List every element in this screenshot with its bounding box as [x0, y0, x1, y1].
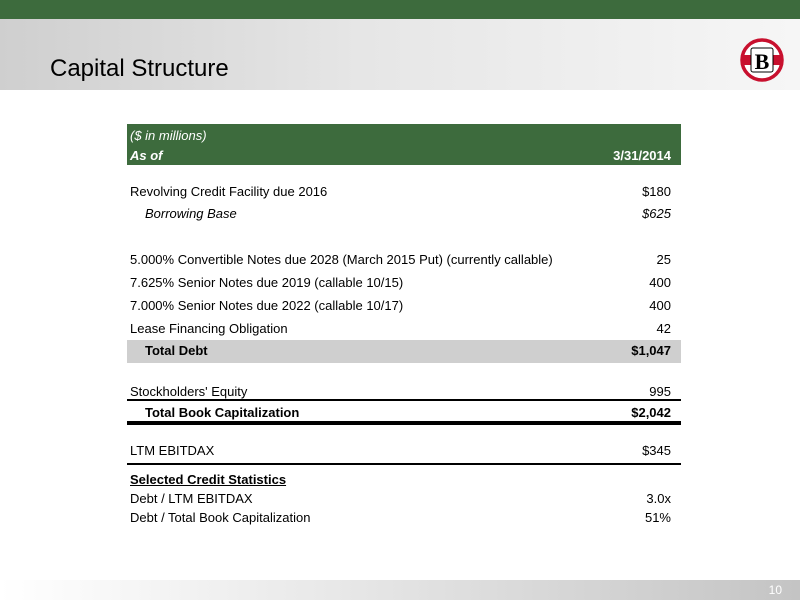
- row-value: 3.0x: [646, 491, 671, 506]
- divider: [127, 421, 681, 425]
- row-label: Debt / Total Book Capitalization: [130, 510, 311, 525]
- units-label: ($ in millions): [130, 128, 207, 143]
- row-value: $2,042: [631, 405, 671, 420]
- table-row: [127, 440, 681, 463]
- total-debt-row: [127, 340, 681, 363]
- page-number: 10: [768, 583, 782, 597]
- row-value: 400: [649, 298, 671, 313]
- table-row: [127, 272, 681, 295]
- row-value: $1,047: [631, 343, 671, 358]
- row-value: 51%: [644, 510, 671, 525]
- table-row: [127, 181, 681, 204]
- table-row: [127, 507, 681, 530]
- footer-band: [0, 580, 800, 600]
- divider: [127, 399, 681, 401]
- date-label: 3/31/2014: [613, 148, 671, 163]
- top-accent-bar: [0, 0, 800, 19]
- capital-structure-table: [127, 124, 681, 525]
- row-value: 42: [656, 321, 671, 336]
- row-value: 995: [649, 384, 671, 399]
- table-header: [127, 124, 681, 165]
- row-value: 400: [649, 275, 671, 290]
- row-label: 7.000% Senior Notes due 2022 (callable 10/17): [130, 298, 404, 313]
- divider: [127, 463, 681, 465]
- row-value: $180: [642, 184, 671, 199]
- row-value: 25: [656, 252, 671, 267]
- table-row: [127, 295, 681, 318]
- table-row: [127, 203, 681, 226]
- row-label: 7.625% Senior Notes due 2019 (callable 10/15): [130, 275, 404, 290]
- logo-letter: B: [754, 49, 770, 74]
- row-label: Total Book Capitalization: [145, 405, 300, 420]
- page-title: Capital Structure: [50, 55, 229, 82]
- row-label: 5.000% Convertible Notes due 2028 (March 2015 Put) (currently callable): [130, 252, 553, 267]
- table-row: [127, 249, 681, 272]
- table-row: [127, 318, 681, 341]
- as-of-label: As of: [130, 148, 163, 163]
- row-value: $625: [642, 206, 671, 221]
- row-label: Selected Credit Statistics: [130, 472, 287, 487]
- row-label: Total Debt: [145, 343, 208, 358]
- row-label: Debt / LTM EBITDAX: [130, 491, 253, 506]
- row-label: Lease Financing Obligation: [130, 321, 288, 336]
- row-label: Revolving Credit Facility due 2016: [130, 184, 328, 199]
- row-label: LTM EBITDAX: [130, 443, 215, 458]
- company-logo-icon: [740, 38, 784, 82]
- row-value: $345: [642, 443, 671, 458]
- row-label: Stockholders' Equity: [130, 384, 248, 399]
- row-label: Borrowing Base: [145, 206, 237, 221]
